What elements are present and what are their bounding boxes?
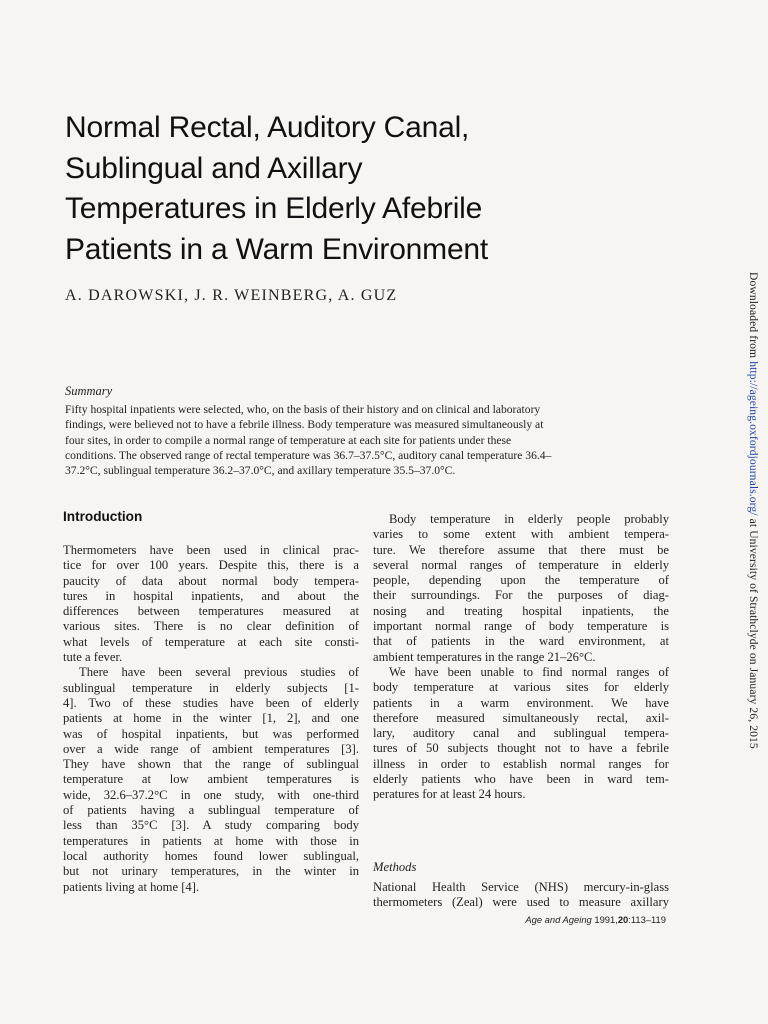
- text-line: over a wide range of ambient temperatures [3].: [63, 741, 359, 756]
- text-line: There have been several previous studies of: [79, 665, 359, 680]
- text-line: sublingual temperature in elderly subjects [1-: [63, 680, 359, 695]
- summary-line: conditions. The observed range of rectal temperature was 36.7–37.5°C, auditory canal temperature 36.4–: [65, 448, 552, 462]
- text-line: differences between temperatures measured at: [63, 604, 359, 619]
- text-line: lary, auditory canal and sublingual tempera-: [373, 726, 669, 741]
- title-line: Sublingual and Axillary: [65, 151, 363, 185]
- text-line: of patients having a sublingual temperature of: [63, 803, 359, 818]
- left-column-text: [63, 543, 359, 895]
- text-line: illness in order to establish normal ranges for: [373, 756, 669, 771]
- download-watermark: [747, 272, 760, 749]
- text-line: but not urinary temperatures, in the winter in: [63, 864, 359, 879]
- text-line: ture. We therefore assume that there must be: [373, 542, 669, 557]
- text-line: people, depending upon the temperature of: [373, 573, 669, 588]
- text-line: patients at home in the winter [1, 2], and one: [63, 711, 359, 726]
- text-line: tures in hospital inpatients, and about the: [63, 588, 359, 603]
- text-line: National Health Service (NHS) mercury-in-glass: [373, 880, 669, 894]
- text-line: tice for over 100 years. Despite this, there is a: [63, 558, 359, 573]
- summary-heading: Summary: [65, 384, 113, 398]
- text-line: various sites. There is no clear definition of: [63, 619, 359, 634]
- text-line: Body temperature in elderly people probably: [389, 512, 669, 526]
- text-line: wide, 32.6–37.2°C in one study, with one-third: [63, 787, 359, 802]
- journal-pages: :113–119: [628, 914, 666, 925]
- summary-line: four sites, in order to compile a normal range of temperature at each site for patients under these: [65, 433, 512, 447]
- text-line: Thermometers have been used in clinical prac-: [63, 543, 359, 557]
- summary-line: findings, were believed not to have a febrile illness. Body temperature was measured simultaneously at: [65, 418, 544, 432]
- text-line: thermometers (Zeal) were used to measure axillary: [373, 895, 669, 910]
- journal-reference: [490, 914, 666, 925]
- text-line: ambient temperatures in the range 21–26°C.: [373, 649, 596, 664]
- text-line: their surroundings. For the purposes of diag-: [373, 588, 669, 603]
- title-line: Temperatures in Elderly Afebrile: [65, 192, 483, 225]
- text-line: important normal range of body temperature is: [373, 619, 669, 634]
- introduction-heading: Introduction: [63, 509, 143, 524]
- text-line: was of hospital inpatients, but was performed: [63, 726, 359, 741]
- author-list: A. DAROWSKI, J. R. WEINBERG, A. GUZ: [65, 287, 398, 304]
- text-line: tures of 50 subjects thought not to have a febrile: [373, 741, 669, 756]
- text-line: patients in a warm environment. We have: [373, 695, 669, 710]
- text-line: tute a fever.: [63, 650, 123, 665]
- journal-site-link[interactable]: http://ageing.oxfordjournals.org/: [747, 361, 760, 516]
- text-line: what levels of temperature at each site consti-: [63, 634, 359, 649]
- summary-body: [65, 402, 660, 478]
- text-line: patients living at home [4].: [63, 879, 200, 894]
- methods-heading: Methods: [373, 860, 417, 874]
- watermark-suffix: at University of Strathclyde on January 26, 2015: [747, 515, 760, 749]
- text-line: We have been unable to find normal ranges of: [389, 664, 669, 679]
- text-line: nosing and treating hospital inpatients, the: [373, 603, 669, 618]
- journal-name: Age and Ageing: [525, 914, 592, 925]
- text-line: less than 35°C [3]. A study comparing body: [63, 818, 359, 833]
- text-line: 4]. Two of these studies have been of elderly: [63, 695, 359, 710]
- methods-text: [373, 880, 669, 911]
- text-line: therefore measured simultaneously rectal, axil-: [373, 710, 669, 725]
- text-line: several normal ranges of temperature in elderly: [373, 557, 669, 572]
- text-line: body temperature at various sites for elderly: [373, 680, 669, 695]
- article-title: [65, 108, 665, 270]
- text-line: temperature at low ambient temperatures is: [63, 772, 359, 787]
- journal-year: 1991,: [594, 914, 618, 925]
- text-line: temperatures in patients at home with those in: [63, 833, 359, 848]
- text-line: that of patients in the ward environment, at: [373, 634, 669, 649]
- text-line: local authority homes found lower sublingual,: [63, 848, 359, 863]
- text-line: elderly patients who have been in ward tem-: [373, 772, 669, 787]
- watermark-prefix: Downloaded from: [747, 272, 760, 362]
- text-line: They have shown that the range of sublingual: [63, 757, 359, 772]
- text-line: peratures for at least 24 hours.: [373, 787, 526, 802]
- right-column-text: [373, 512, 669, 803]
- journal-volume: 20: [617, 914, 629, 925]
- title-line: Normal Rectal, Auditory Canal,: [65, 111, 470, 144]
- summary-line: 37.2°C, sublingual temperature 36.2–37.0°C, and axillary temperature 35.5–37.0°C.: [65, 464, 456, 478]
- text-line: varies to some extent with ambient tempera-: [373, 527, 669, 542]
- title-line: Patients in a Warm Environment: [65, 232, 489, 266]
- summary-line: Fifty hospital inpatients were selected, who, on the basis of their history and on clinical and laboratory: [65, 403, 541, 416]
- text-line: paucity of data about normal body tempera-: [63, 573, 359, 588]
